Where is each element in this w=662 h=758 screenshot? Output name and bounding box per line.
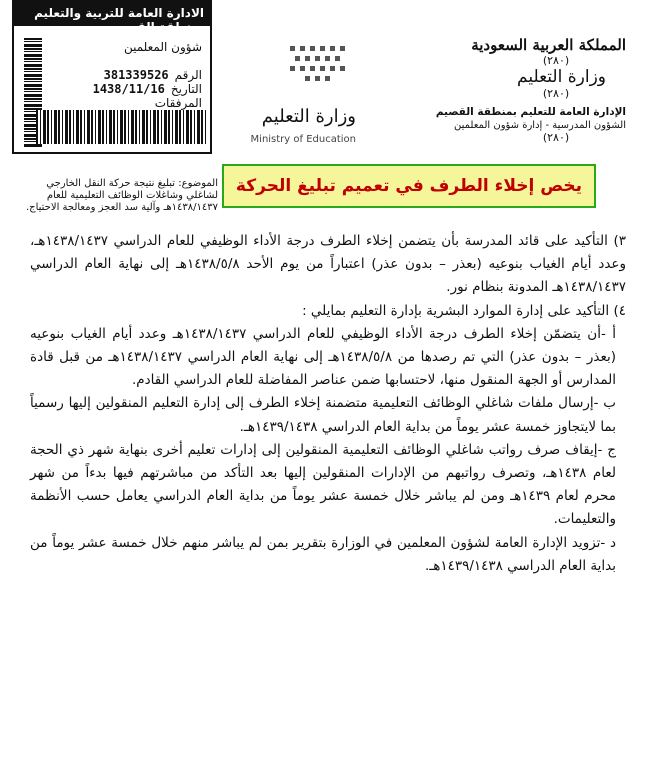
stamp-date-label: التاريخ <box>170 82 202 96</box>
document-body <box>30 230 642 578</box>
affairs-name: الشؤون المدرسية - إدارة شؤون المعلمين <box>454 120 626 131</box>
item-4b: ب -إرسال ملفات شاغلي الوظائف التعليمية متضمنة إخلاء الطرف إلى إدارة التعليم المنقولين إليها رسمياً بما لايتجاوز خمسة عشر يوماً من بداية العام الدراسي ١٤٣٩/١٤٣٨هـ. <box>30 395 616 435</box>
document-title: يخص إخلاء الطرف في تعميم تبليغ الحركة <box>235 176 583 196</box>
stamp-date-value: 1438/11/16 <box>92 82 165 96</box>
stamp-header: الادارة العامة للتربية والتعليم بمنطقة القصيم <box>14 2 210 26</box>
item-4d: د -تزويد الإدارة العامة لشؤون المعلمين في الوزارة بتقرير بمن لم يباشر منهم خلال خمسة عشر يوماً من بداية العام الدراسي ١٤٣٩/١٤٣٨هـ. <box>30 534 616 574</box>
horizontal-barcode <box>36 110 206 144</box>
item-4a: أ -أن يتضمّن إخلاء الطرف درجة الأداء الوظيفي للعام الدراسي ١٤٣٨/١٤٣٧هـ وعدد أيام الغياب بنوعيه (بعذر – بدون عذر) التي تم رصدها من ١٤٣٨/٥/٨هـ إلى نهاية العام الدراسي ١٤٣٨/١٤٣٧هـ من قبل قادة المدارس أو الجهة المنقول منها، لاحتسابها ضمن عناصر المفاضلة للعام الدراسي القادم. <box>30 325 616 389</box>
logo-dots-icon <box>286 42 356 90</box>
stamp-attachments-label: المرفقات <box>154 96 202 110</box>
stamp-number-value: 381339526 <box>103 68 169 82</box>
item-4: ٤) التأكيد على إدارة الموارد البشرية بإدارة التعليم بمايلي : <box>302 302 626 319</box>
admin-name: الإدارة العامة للتعليم بمنطقة القصيم <box>435 106 626 118</box>
letterhead <box>416 36 626 144</box>
ministry-logo <box>236 36 366 146</box>
item-4c: ج -إيقاف صرف رواتب شاغلي الوظائف التعليمية المنقولين إلى إدارات تعليم أخرى بنهاية شهر ذي الحجة لعام ١٤٣٨هـ، وتصرف رواتبهم من الإدارات المنقولين إليها بعد التأكد من مباشرتهم فيها بدءاً من شهر محرم لعام ١٤٣٩هـ ومن لم يباشر خلال خمسة عشر يوماً من بداية العام الدراسي يعامل حسب الأنظمة والتعليمات. <box>30 441 616 528</box>
subject-note: الموضوع: تبليغ نتيجة حركة النقل الخارجي لشاغلي وشاغلات الوظائف التعليمية للعام ١٤٣٨/١٤٣٧هـ وآلية سد العجز ومعالجة الاحتياج. <box>25 178 218 213</box>
stamp-date-row <box>93 82 202 96</box>
stamp-department: شؤون المعلمين <box>123 40 202 54</box>
stamp-number-row <box>104 68 202 82</box>
stamp-frame <box>12 0 212 154</box>
code-top: (٢٨٠) <box>542 54 570 67</box>
code-bottom: (٢٨٠) <box>542 131 570 144</box>
incoming-stamp <box>6 0 211 160</box>
item-3: ٣) التأكيد على قائد المدرسة بأن يتضمن إخلاء الطرف درجة الأداء الوظيفي للعام الدراسي ١٤٣٨/١٤٣٧هـ، وعدد أيام الغياب بنوعيه (بعذر – بدون عذر) اعتباراً من يوم الأحد ١٤٣٨/٥/٨هـ إلى نهاية العام الدراسي ١٤٣٨/١٤٣٧هـ المدونة بنظام نور. <box>30 233 626 296</box>
stamp-attachments-row <box>155 96 202 110</box>
country-name: المملكة العربية السعودية <box>471 36 626 54</box>
ministry-name: وزارة التعليم <box>517 67 606 87</box>
logo-arabic-name: وزارة التعليم <box>261 106 356 127</box>
title-box <box>222 164 596 208</box>
logo-english-name: Ministry of Education <box>250 134 356 145</box>
stamp-number-label: الرقم <box>174 68 202 82</box>
code-mid: (٢٨٠) <box>542 87 570 100</box>
